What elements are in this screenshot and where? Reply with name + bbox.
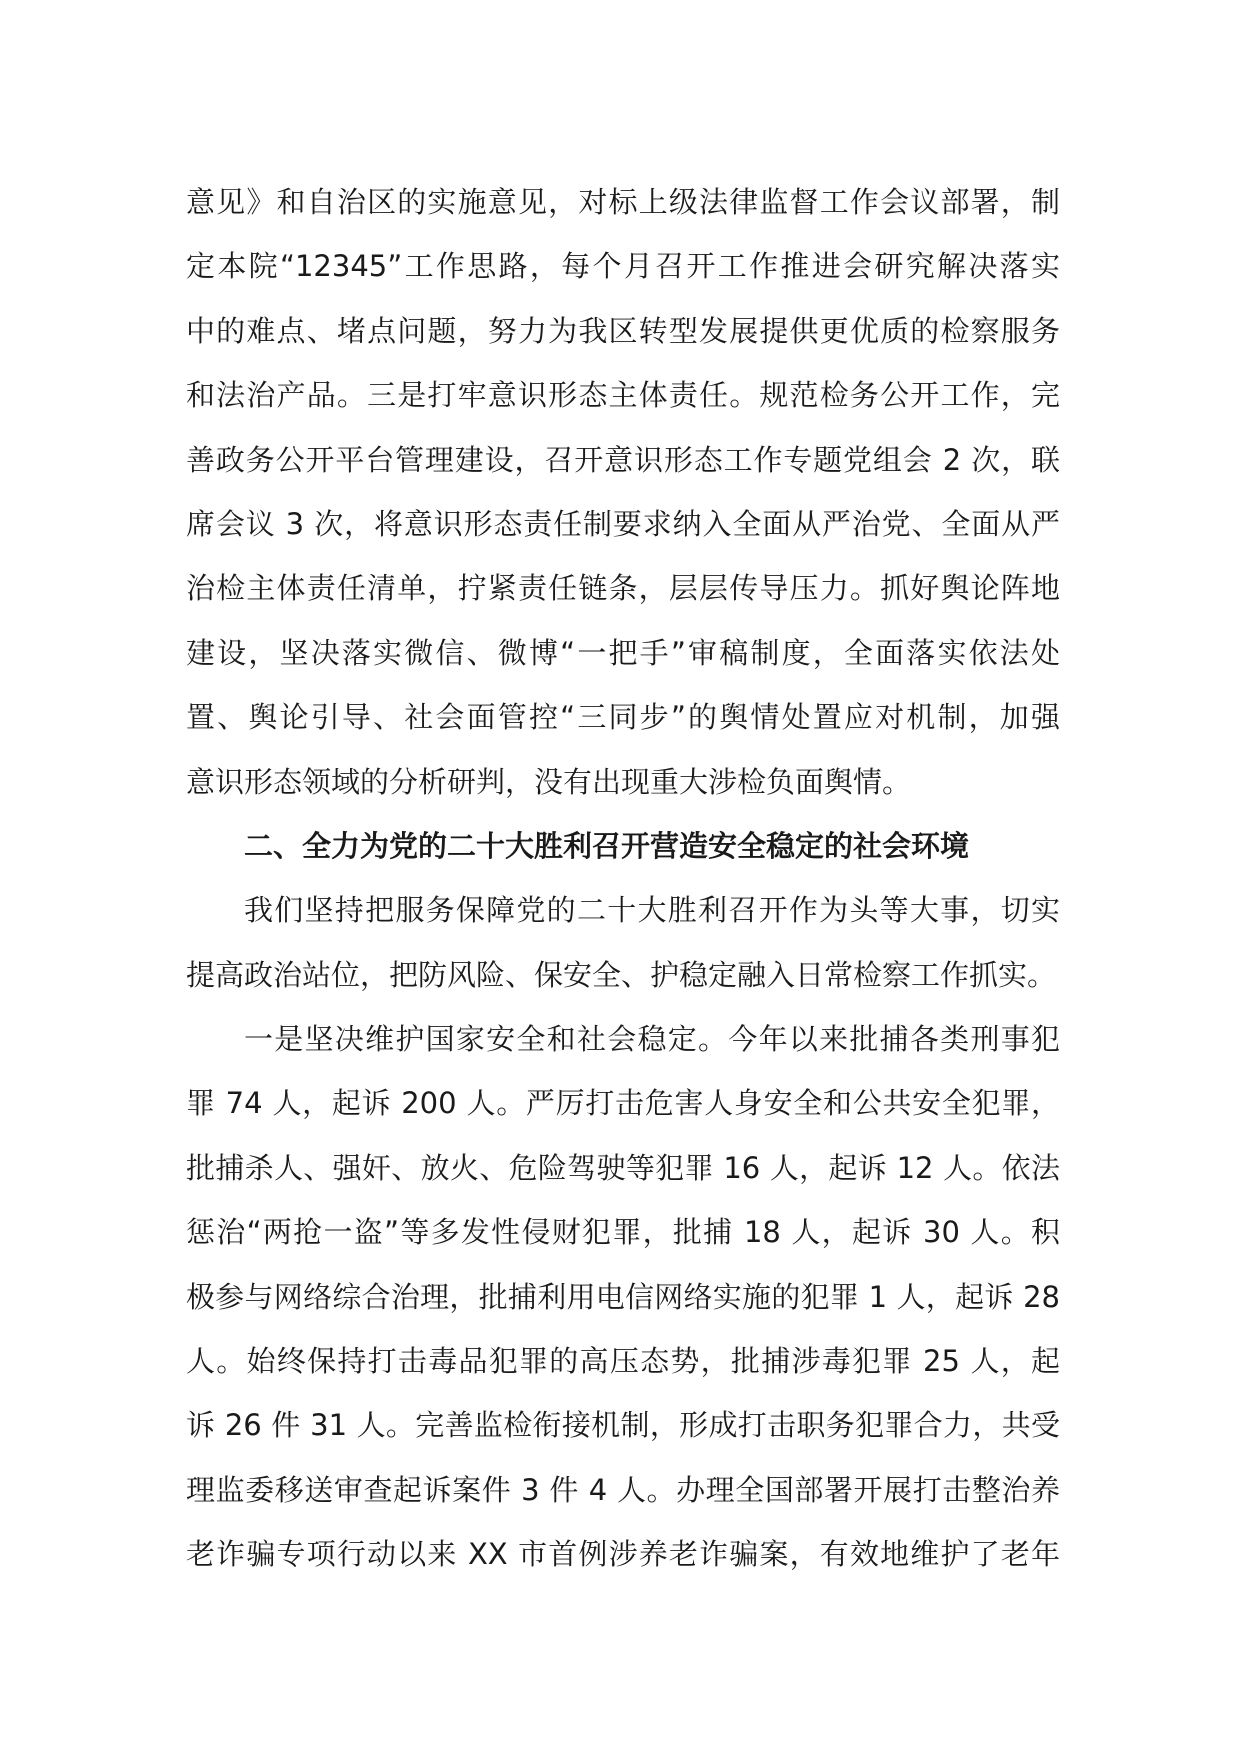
paragraph-line: 席会议 3 次，将意识形态责任制要求纳入全面从严治党、全面从严 bbox=[186, 506, 1060, 541]
paragraph-line: 提高政治站位，把防风险、保安全、护稳定融入日常检察工作抓实。 bbox=[186, 957, 1057, 992]
paragraph-line: 和法治产品。三是打牢意识形态主体责任。规范检务公开工作，完 bbox=[186, 378, 1060, 413]
paragraph-line: 定本院“12345”工作思路，每个月召开工作推进会研究解决落实 bbox=[186, 249, 1060, 284]
paragraph-line: 意识形态领域的分析研判，没有出现重大涉检负面舆情。 bbox=[186, 764, 912, 799]
paragraph-line: 意见》和自治区的实施意见，对标上级法律监督工作会议部署，制 bbox=[186, 185, 1060, 219]
paragraph-line: 惩治“两抢一盗”等多发性侵财犯罪，批捕 18 人，起诉 30 人。积 bbox=[186, 1215, 1060, 1250]
paragraph-line: 一是坚决维护国家安全和社会稳定。今年以来批捕各类刑事犯 bbox=[244, 1022, 1060, 1057]
paragraph-line: 人。始终保持打击毒品犯罪的高压态势，批捕涉毒犯罪 25 人，起 bbox=[186, 1344, 1060, 1379]
paragraph-line: 善政务公开平台管理建设，召开意识形态工作专题党组会 2 次，联 bbox=[186, 442, 1060, 477]
paragraph-line: 诉 26 件 31 人。完善监检衔接机制，形成打击职务犯罪合力，共受 bbox=[186, 1408, 1060, 1443]
paragraph-line: 罪 74 人，起诉 200 人。严厉打击危害人身安全和公共安全犯罪， bbox=[186, 1086, 1060, 1121]
paragraph-line: 建设，坚决落实微信、微博“一把手”审稿制度，全面落实依法处 bbox=[186, 635, 1060, 670]
paragraph-line: 中的难点、堵点问题，努力为我区转型发展提供更优质的检察服务 bbox=[186, 313, 1060, 348]
document-body bbox=[186, 170, 1060, 1587]
paragraph-line: 老诈骗专项行动以来 XX 市首例涉养老诈骗案，有效地维护了老年 bbox=[186, 1537, 1060, 1572]
paragraph-line: 理监委移送审查起诉案件 3 件 4 人。办理全国部署开展打击整治养 bbox=[186, 1472, 1060, 1507]
paragraph-line: 治检主体责任清单，拧紧责任链条，层层传导压力。抓好舆论阵地 bbox=[186, 571, 1060, 606]
section-heading: 二、全力为党的二十大胜利召开营造安全稳定的社会环境 bbox=[244, 828, 970, 863]
paragraph-line: 置、舆论引导、社会面管控“三同步”的舆情处置应对机制，加强 bbox=[186, 700, 1060, 735]
paragraph-line: 批捕杀人、强奸、放火、危险驾驶等犯罪 16 人，起诉 12 人。依法 bbox=[186, 1150, 1060, 1185]
paragraph-line: 我们坚持把服务保障党的二十大胜利召开作为头等大事，切实 bbox=[244, 893, 1060, 928]
paragraph-line: 极参与网络综合治理，批捕利用电信网络实施的犯罪 1 人，起诉 28 bbox=[186, 1279, 1060, 1314]
